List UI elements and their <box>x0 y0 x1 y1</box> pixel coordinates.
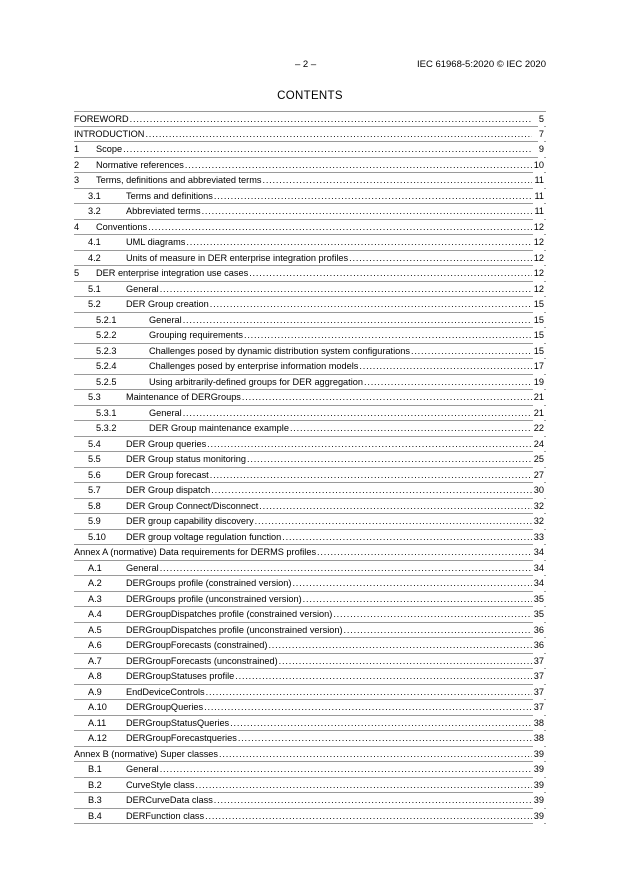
toc-entry-page: 38 <box>533 731 544 747</box>
dot-leader <box>130 112 532 126</box>
dot-leader <box>282 530 532 545</box>
toc-entry-number: 5.4 <box>88 438 101 449</box>
toc-entry-title: DER Group forecast <box>126 468 210 483</box>
toc-entry-page: 35 <box>533 592 544 608</box>
toc-entry[interactable] <box>74 359 546 375</box>
toc-entry-page: 12 <box>533 266 544 282</box>
toc-entry-title: DERGroupForecastqueries <box>126 731 238 746</box>
toc-entry[interactable] <box>74 220 546 236</box>
toc-entry-title: DER Group creation <box>126 297 210 312</box>
toc-entry-title: Grouping requirements <box>149 328 244 343</box>
dot-leader <box>205 809 532 824</box>
dot-leader <box>210 468 532 483</box>
toc-entry-number: 5.1 <box>88 283 101 294</box>
toc-entry-page: 15 <box>533 328 544 344</box>
dot-leader <box>204 700 532 715</box>
dot-leader <box>255 514 532 529</box>
toc-entry[interactable] <box>74 638 546 654</box>
toc-entry-title: Normative references <box>96 158 185 173</box>
dot-leader <box>214 793 532 808</box>
dot-leader <box>317 545 532 560</box>
toc-entry[interactable] <box>74 607 546 623</box>
toc-entry[interactable] <box>74 158 546 174</box>
dot-leader <box>160 282 532 297</box>
toc-entry-title: General <box>149 313 183 328</box>
toc-entry[interactable] <box>74 731 546 747</box>
toc-entry-title: CurveStyle class <box>126 778 195 793</box>
toc-entry[interactable] <box>74 623 546 639</box>
toc-entry-title: DER Group status monitoring <box>126 452 247 467</box>
toc-entry-title: Terms, definitions and abbreviated terms <box>96 173 262 188</box>
toc-entry-title: Abbreviated terms <box>126 204 202 219</box>
toc-entry-number: 5.6 <box>88 469 101 480</box>
toc-entry[interactable] <box>74 514 546 530</box>
dot-leader <box>303 592 532 607</box>
toc-entry-number: B.1 <box>88 764 102 774</box>
dot-leader <box>290 421 532 436</box>
toc-entry-page: 25 <box>533 452 544 468</box>
toc-entry-title: Annex B (normative) Super classes <box>74 747 219 762</box>
toc-entry-page: 12 <box>533 235 544 251</box>
toc-entry-title: Challenges posed by enterprise information models <box>149 359 359 374</box>
toc-entry-page: 15 <box>533 344 544 360</box>
toc-entry-title: DER Group maintenance example <box>149 421 290 436</box>
dot-leader <box>333 607 532 622</box>
dot-leader <box>183 313 532 328</box>
toc-entry-number: A.4 <box>88 609 102 619</box>
toc-entry-title: UML diagrams <box>126 235 186 250</box>
toc-entry[interactable] <box>74 390 546 406</box>
toc-entry-title: DER enterprise integration use cases <box>96 266 249 281</box>
toc-entry[interactable] <box>74 530 546 546</box>
toc-entry-number: A.6 <box>88 640 102 650</box>
toc-entry[interactable] <box>74 375 546 391</box>
toc-entry[interactable] <box>74 421 546 437</box>
toc-entry-page: 12 <box>533 220 544 236</box>
toc-entry-number: 1 <box>74 144 80 154</box>
dot-leader <box>259 499 532 514</box>
toc-entry-number: 5.9 <box>88 516 101 526</box>
toc-entry-page: 17 <box>533 359 544 375</box>
toc-entry-title: DER Group dispatch <box>126 483 211 498</box>
toc-entry-number: A.5 <box>88 624 102 635</box>
dot-leader <box>160 762 532 777</box>
toc-entry-number: 5.3.1 <box>96 407 117 418</box>
toc-entry[interactable] <box>74 297 546 313</box>
toc-entry-page: 34 <box>533 576 544 592</box>
toc-entry-title: DERGroupForecasts (constrained) <box>126 638 268 653</box>
toc-entry-number: A.11 <box>88 717 107 728</box>
toc-entry[interactable] <box>74 793 546 809</box>
toc-entry-title: EndDeviceControls <box>126 685 206 700</box>
toc-entry-title: General <box>126 561 160 576</box>
toc-entry-number: 5.2.2 <box>96 330 117 340</box>
toc-entry-page: 15 <box>533 297 544 313</box>
toc-entry-title: DERFunction class <box>126 809 205 824</box>
toc-entry-number: B.2 <box>88 779 102 790</box>
toc-entry-number: B.4 <box>88 810 102 821</box>
toc-entry-number: B.3 <box>88 795 102 805</box>
toc-entry-page: 11 <box>533 173 544 189</box>
toc-entry-page: 15 <box>533 313 544 329</box>
dot-leader <box>123 142 532 157</box>
toc-entry-page: 39 <box>533 778 544 794</box>
toc-entry[interactable] <box>74 127 546 143</box>
toc-entry-number: 4.2 <box>88 252 101 263</box>
toc-entry-page: 37 <box>533 700 544 716</box>
toc-entry[interactable] <box>74 111 546 127</box>
dot-leader <box>210 297 532 312</box>
toc-entry-page: 36 <box>533 623 544 639</box>
toc-entry-number: 3.1 <box>88 190 101 201</box>
toc-entry-page: 34 <box>533 545 544 561</box>
toc-entry[interactable] <box>74 189 546 205</box>
toc-entry[interactable] <box>74 437 546 453</box>
toc-entry-number: 5.2.4 <box>96 361 117 371</box>
toc-entry-page: 12 <box>533 282 544 298</box>
toc-entry-number: A.10 <box>88 702 107 712</box>
dot-leader <box>344 623 532 638</box>
dot-leader <box>230 716 532 731</box>
dot-leader <box>211 483 532 498</box>
toc-entry-title: DERGroupQueries <box>126 700 204 715</box>
toc-entry-page: 39 <box>533 809 544 825</box>
toc-entry[interactable] <box>74 685 546 701</box>
toc-entry-title: DER Group queries <box>126 437 207 452</box>
toc-entry-page: 33 <box>533 530 544 546</box>
toc-entry-page: 24 <box>533 437 544 453</box>
toc-entry-page: 37 <box>533 685 544 701</box>
toc-entry-title: General <box>126 282 160 297</box>
toc-entry-title: DER Group Connect/Disconnect <box>126 499 259 514</box>
toc-entry[interactable] <box>74 142 546 158</box>
dot-leader <box>244 328 532 343</box>
toc-entry[interactable] <box>74 762 546 778</box>
toc-entry[interactable] <box>74 282 546 298</box>
toc-entry-page: 39 <box>533 747 544 763</box>
dot-leader <box>364 375 532 390</box>
toc-entry[interactable] <box>74 809 546 825</box>
toc-entry-page: 10 <box>533 158 544 174</box>
toc-entry-title: Annex A (normative) Data requirements for DERMS profiles <box>74 545 317 560</box>
toc-entry-page: 39 <box>533 793 544 809</box>
toc-entry[interactable] <box>74 468 546 484</box>
toc-entry-page: 37 <box>533 669 544 685</box>
toc-entry-page: 11 <box>533 189 544 205</box>
toc-entry-number: A.12 <box>88 733 107 743</box>
dot-leader <box>219 747 532 762</box>
dot-leader <box>359 359 532 374</box>
toc-entry-title: DERGroupStatusQueries <box>126 716 230 731</box>
toc-entry[interactable] <box>74 700 546 716</box>
toc-entry-page: 32 <box>533 499 544 515</box>
toc-entry-page: 27 <box>533 468 544 484</box>
toc-entry-title: General <box>126 762 160 777</box>
toc-entry-number: 5.2 <box>88 299 101 309</box>
toc-entry-page: 7 <box>538 127 544 143</box>
toc-entry[interactable] <box>74 313 546 329</box>
toc-entry[interactable] <box>74 204 546 220</box>
toc-entry-page: 32 <box>533 514 544 530</box>
toc-entry-number: 5.3.2 <box>96 423 117 433</box>
table-of-contents <box>74 111 546 824</box>
toc-entry-title: DERGroupStatuses profile <box>126 669 235 684</box>
standard-reference: IEC 61968-5:2020 © IEC 2020 <box>416 59 546 70</box>
toc-entry-number: 4 <box>74 221 80 232</box>
toc-entry-page: 5 <box>538 112 544 128</box>
toc-entry-number: 4.1 <box>88 237 101 247</box>
toc-entry[interactable] <box>74 344 546 360</box>
toc-entry-number: 5.5 <box>88 454 101 464</box>
toc-entry-page: 9 <box>538 142 544 158</box>
toc-entry[interactable] <box>74 235 546 251</box>
dot-leader <box>349 251 532 266</box>
toc-entry[interactable] <box>74 173 546 189</box>
toc-entry[interactable] <box>74 747 546 763</box>
toc-entry-page: 37 <box>533 654 544 670</box>
toc-entry-number: 5.2.3 <box>96 345 117 356</box>
toc-entry[interactable] <box>74 545 546 561</box>
toc-entry-number: 5.8 <box>88 500 101 511</box>
toc-entry-title: Challenges posed by dynamic distribution system configurations <box>149 344 411 359</box>
toc-entry-title: Scope <box>96 142 123 157</box>
toc-entry-page: 21 <box>533 390 544 406</box>
toc-entry-title: DERGroups profile (unconstrained version) <box>126 592 303 607</box>
toc-entry[interactable] <box>74 251 546 267</box>
toc-entry-page: 34 <box>533 561 544 577</box>
toc-entry[interactable] <box>74 716 546 732</box>
dot-leader <box>207 437 532 452</box>
dot-leader <box>235 669 532 684</box>
toc-entry-title: Conventions <box>96 220 148 235</box>
toc-entry[interactable] <box>74 452 546 468</box>
toc-entry[interactable] <box>74 778 546 794</box>
toc-entry-page: 19 <box>533 375 544 391</box>
toc-entry-number: 5.2.1 <box>96 314 117 325</box>
toc-entry-title: DERGroupDispatches profile (unconstrained version) <box>126 623 344 638</box>
dot-leader <box>292 576 532 591</box>
toc-entry-page: 36 <box>533 638 544 654</box>
toc-entry-number: 3 <box>74 175 80 185</box>
dot-leader <box>242 390 532 405</box>
toc-entry-title: Using arbitrarily-defined groups for DER aggregation <box>149 375 364 390</box>
dot-leader <box>183 406 532 421</box>
dot-leader <box>195 778 532 793</box>
dot-leader <box>186 235 532 250</box>
toc-entry[interactable] <box>74 406 546 422</box>
toc-entry-page: 38 <box>533 716 544 732</box>
dot-leader <box>247 452 532 467</box>
toc-entry-title: INTRODUCTION <box>74 127 145 142</box>
dot-leader <box>148 220 532 235</box>
toc-entry-title: FOREWORD <box>74 114 129 124</box>
dot-leader <box>206 685 532 700</box>
dot-leader <box>238 731 532 746</box>
contents-title: CONTENTS <box>277 90 343 102</box>
dot-leader <box>160 561 532 576</box>
dot-leader <box>262 173 532 188</box>
toc-entry-number: 5 <box>74 268 80 278</box>
dot-leader <box>411 344 532 359</box>
toc-entry-number: 3.2 <box>88 206 101 216</box>
toc-entry[interactable] <box>74 328 546 344</box>
toc-entry-page: 39 <box>533 762 544 778</box>
toc-entry-number: 5.10 <box>88 531 106 542</box>
toc-entry-number: A.9 <box>88 686 102 697</box>
toc-entry[interactable] <box>74 654 546 670</box>
toc-entry-number: A.8 <box>88 671 102 681</box>
toc-entry-title: DERCurveData class <box>126 793 214 808</box>
toc-entry-page: 22 <box>533 421 544 437</box>
toc-entry-number: A.7 <box>88 655 102 666</box>
toc-entry-title: DERGroups profile (constrained version) <box>126 576 292 591</box>
toc-entry-title: DERGroupDispatches profile (constrained version) <box>126 607 333 622</box>
toc-entry-title: DER group voltage regulation function <box>126 530 282 545</box>
toc-entry[interactable] <box>74 266 546 282</box>
page-number: – 2 – <box>295 59 317 70</box>
toc-entry-title: Units of measure in DER enterprise integration profiles <box>126 251 349 266</box>
dot-leader <box>202 204 532 219</box>
dot-leader <box>268 638 532 653</box>
toc-entry-number: 5.7 <box>88 485 101 495</box>
toc-entry-title: Maintenance of DERGroups <box>126 390 242 405</box>
dot-leader <box>249 266 532 281</box>
dot-leader <box>279 654 532 669</box>
toc-entry-page: 30 <box>533 483 544 499</box>
toc-entry[interactable] <box>74 561 546 577</box>
toc-entry-title: General <box>149 406 183 421</box>
toc-entry-number: A.1 <box>88 562 102 573</box>
toc-entry-number: 5.2.5 <box>96 376 117 387</box>
toc-entry[interactable] <box>74 499 546 515</box>
toc-entry-number: 5.3 <box>88 392 101 402</box>
page-header <box>0 59 620 73</box>
toc-entry-page: 12 <box>533 251 544 267</box>
toc-entry-number: A.3 <box>88 593 102 604</box>
toc-entry[interactable] <box>74 592 546 608</box>
dot-leader <box>214 189 532 204</box>
dot-leader <box>145 127 532 142</box>
toc-entry-title: DERGroupForecasts (unconstrained) <box>126 654 279 669</box>
toc-entry-title: DER group capability discovery <box>126 514 255 529</box>
toc-entry[interactable] <box>74 576 546 592</box>
toc-entry[interactable] <box>74 669 546 685</box>
toc-entry-page: 35 <box>533 607 544 623</box>
toc-entry-number: A.2 <box>88 578 102 588</box>
toc-entry-page: 11 <box>533 204 544 220</box>
toc-entry-number: 2 <box>74 159 80 170</box>
toc-entry-title: Terms and definitions <box>126 189 214 204</box>
toc-entry-page: 21 <box>533 406 544 422</box>
toc-entry[interactable] <box>74 483 546 499</box>
dot-leader <box>185 158 532 173</box>
